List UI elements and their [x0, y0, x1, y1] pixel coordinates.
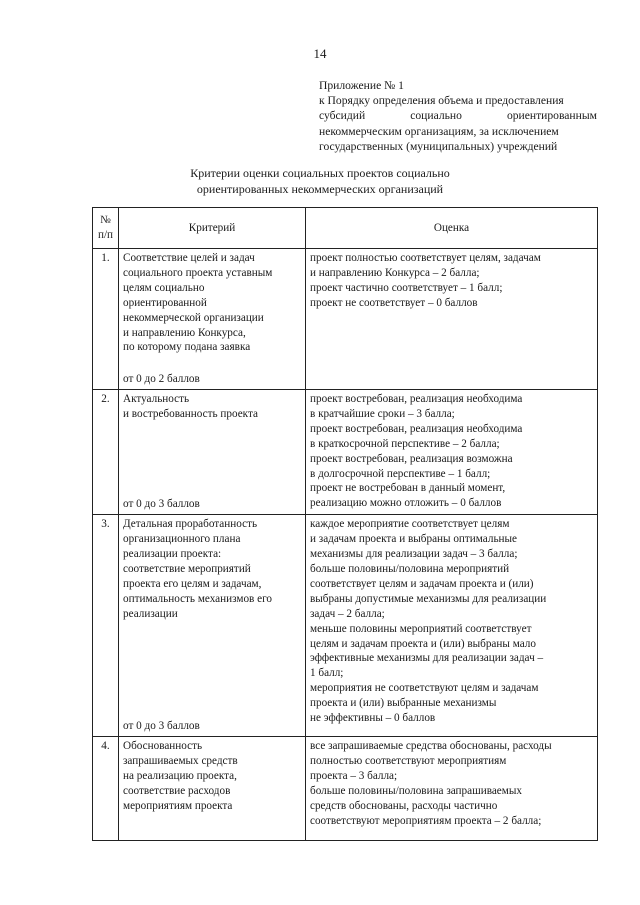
criterion-line: целям социально: [123, 281, 205, 294]
appendix-text: [319, 93, 597, 154]
score-line: средств обоснованы, расходы частично: [310, 799, 498, 812]
score-line: соответствует целям и задачам проекта и (или): [310, 577, 534, 590]
criterion-line: некоммерческой организации: [123, 311, 264, 324]
score-line: реализацию можно отложить – 0 баллов: [310, 497, 502, 510]
header-number: № п/п: [93, 208, 119, 249]
criterion-line: по которому подана заявка: [123, 341, 251, 354]
score-line: в кратчайшие сроки – 3 балла;: [310, 407, 455, 420]
score-line: полностью соответствуют мероприятиям: [310, 755, 507, 768]
table-header-row: [93, 208, 598, 249]
row-number: 4.: [93, 737, 119, 841]
criterion-line: организационного плана: [123, 533, 241, 546]
score-line: выбраны допустимые механизмы для реализации: [310, 592, 547, 605]
score-range: от 0 до 3 баллов: [123, 498, 200, 511]
table-row: [93, 737, 598, 841]
appendix-word: субсидий: [319, 109, 366, 123]
score-line: в краткосрочной перспективе – 2 балла;: [310, 437, 500, 450]
score-line: 1 балл;: [310, 667, 344, 680]
score-line: мероприятия не соответствуют целям и задачам: [310, 682, 539, 695]
score-line: больше половины/половина запрашиваемых: [310, 784, 522, 797]
score-line: проект полностью соответствует целям, задачам: [310, 252, 541, 264]
criterion-line: и направлению Конкурса,: [123, 326, 246, 339]
row-number: 1.: [93, 249, 119, 390]
score-cell: [306, 515, 598, 737]
appendix-line-justified: [319, 108, 597, 123]
table-row: [93, 249, 598, 390]
score-line: и задачам проекта и выбраны оптимальные: [310, 533, 518, 546]
score-line: меньше половины мероприятий соответствует: [310, 622, 532, 635]
criterion-cell: [119, 249, 306, 390]
criterion-line: соответствие расходов: [123, 784, 231, 797]
criterion-line: оптимальность механизмов его: [123, 592, 272, 605]
score-line: проекта – 3 балла;: [310, 770, 398, 783]
criterion-line: ориентированной: [123, 296, 207, 309]
criterion-line: проекта его целям и задачам,: [123, 577, 262, 590]
page-number: 14: [313, 46, 327, 61]
score-range: от 0 до 2 баллов: [123, 373, 200, 386]
criterion-cell: [119, 515, 306, 737]
score-line: каждое мероприятие соответствует целям: [310, 518, 510, 531]
appendix-line: некоммерческим организациям, за исключением: [319, 124, 559, 138]
score-line: проект востребован, реализация необходима: [310, 393, 523, 405]
score-line: и направлению Конкурса – 2 балла;: [310, 266, 480, 279]
score-line: проект не востребован в данный момент,: [310, 482, 506, 495]
score-cell: [306, 737, 598, 841]
document-title: [160, 166, 480, 197]
header-score: Оценка: [306, 208, 598, 249]
criterion-line: Детальная проработанность: [123, 518, 258, 531]
score-line: проект частично соответствует – 1 балл;: [310, 281, 503, 294]
score-line: целям и задачам проекта и (или) выбраны мало: [310, 637, 536, 650]
appendix-line: государственных (муниципальных) учреждений: [319, 139, 558, 153]
appendix-word: ориентированным: [506, 109, 597, 123]
criterion-line: Соответствие целей и задач: [123, 252, 255, 264]
criterion-line: на реализацию проекта,: [123, 770, 237, 783]
criterion-line: реализации: [123, 607, 178, 620]
score-line: соответствуют мероприятиям проекта – 2 балла;: [310, 814, 542, 827]
criterion-line: Обоснованность: [123, 740, 203, 753]
document-title-line: ориентированных некоммерческих организаций: [196, 181, 444, 196]
score-line: проекта и (или) выбранные механизмы: [310, 697, 497, 710]
score-line: не эффективны – 0 баллов: [310, 712, 436, 725]
criterion-cell: [119, 390, 306, 515]
score-line: больше половины/половина мероприятий: [310, 562, 510, 575]
criterion-line: мероприятиям проекта: [123, 799, 233, 812]
table-row: [93, 515, 598, 737]
criterion-cell: [119, 737, 306, 841]
criterion-line: запрашиваемых средств: [123, 755, 238, 768]
document-title-line: Критерии оценки социальных проектов социально: [190, 166, 450, 180]
row-number: 3.: [93, 515, 119, 737]
score-line: проект не соответствует – 0 баллов: [310, 296, 478, 309]
score-range: от 0 до 3 баллов: [123, 720, 200, 733]
score-line: эффективные механизмы для реализации задач –: [310, 652, 544, 665]
score-line: механизмы для реализации задач – 3 балла;: [310, 548, 518, 561]
score-line: проект востребован, реализация необходима: [310, 422, 523, 435]
header-criterion: Критерий: [119, 208, 306, 249]
table-row: [93, 390, 598, 515]
score-line: проект востребован, реализация возможна: [310, 452, 513, 465]
criterion-line: соответствие мероприятий: [123, 562, 251, 575]
criteria-table: [92, 207, 598, 841]
score-cell: [306, 390, 598, 515]
appendix-word: социально: [410, 109, 462, 123]
criterion-line: социального проекта уставным: [123, 266, 273, 279]
appendix-line: к Порядку определения объема и предоставления: [319, 94, 564, 108]
score-line: все запрашиваемые средства обоснованы, расходы: [310, 740, 552, 753]
appendix-title: Приложение № 1: [319, 79, 404, 92]
row-number: 2.: [93, 390, 119, 515]
score-line: в долгосрочной перспективе – 1 балл;: [310, 467, 491, 480]
criterion-line: реализации проекта:: [123, 548, 222, 561]
criterion-line: Актуальность: [123, 393, 190, 405]
appendix-block: [319, 78, 597, 154]
score-line: задач – 2 балла;: [310, 607, 385, 620]
criterion-line: и востребованность проекта: [123, 407, 258, 420]
score-cell: [306, 249, 598, 390]
